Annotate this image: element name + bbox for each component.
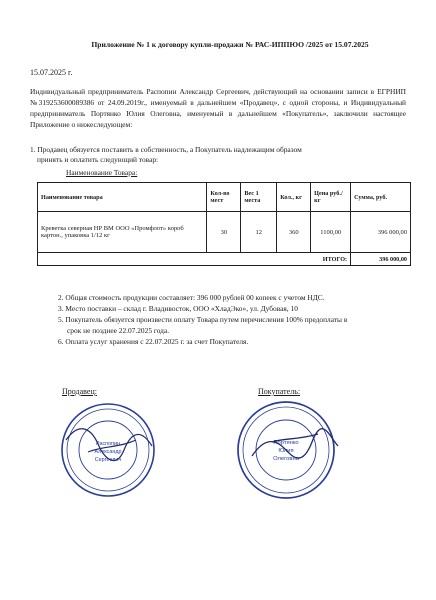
header-sum: Сумма, руб.: [351, 183, 411, 212]
clause-5-line-1: 5. Покупатель обязуется произвести оплату Товара путем перечисления 100% предоплаты в: [58, 315, 348, 324]
total-sum: 396 000,00: [351, 253, 411, 266]
header-qty-places: Кол-во мест: [207, 183, 241, 212]
seller-stamp-line-2: Александр: [94, 449, 122, 455]
clauses-list: [58, 292, 408, 347]
clause-6: 6. Оплата услуг хранения с 22.07.2025 г. за счет Покупателя.: [58, 337, 249, 346]
clause-1-line-2: принять и оплатить следующий товар:: [37, 155, 159, 164]
seller-label: Продавец:: [62, 387, 97, 396]
buyer-stamp-line-1: Портянко: [273, 440, 299, 446]
buyer-stamp: [232, 398, 340, 504]
document-title: Приложение № 1 к договору купли-продажи № РАС-ИППЮО /2025 от 15.07.2025: [91, 40, 369, 49]
clause-1-line-1: 1. Продавец обязуется поставить в собственность, а Покупатель надлежащим образом: [30, 145, 302, 154]
cell-price: 1100,00: [311, 212, 351, 253]
seller-stamp-line-1: Распопин: [96, 441, 120, 447]
cell-places: 30: [207, 212, 241, 253]
table-total-row: [38, 253, 411, 266]
goods-table-title: Наименование Товара:: [66, 168, 138, 177]
clause-3: 3. Место поставки – склад г. Владивосток, ООО «ХладЭко», ул. Дубовая, 10: [58, 304, 298, 313]
header-name: Наименование товара: [38, 183, 207, 212]
cell-name: Креветка северная НР ВМ ООО «Промфлот» короб картон., упаковка 1/12 кг: [38, 212, 207, 253]
cell-weight: 12: [241, 212, 277, 253]
clause-5-line-2: срок не позднее 22.07.2025 года.: [67, 326, 170, 335]
header-qty-kg: Кол., кг: [277, 183, 311, 212]
table-header-row: [38, 183, 411, 212]
intro-paragraph: Индивидуальный предприниматель Распопин Александр Сергеевич, действующий на основании записи в ЕГРНИП №319253600089386 от 24.09.2019г., именуемый в дальнейшем «Продавец», с одной стороны, и Индивидуальный предприниматель Портянко Юлия Олеговна, именуемый в дальнейшем «Покупатель», заключили настоящее Приложение о нижеследующем:: [30, 87, 406, 129]
buyer-stamp-graphic: [232, 398, 340, 504]
total-label: ИТОГО:: [38, 253, 351, 266]
table-row: [38, 212, 411, 253]
seller-stamp: [58, 400, 158, 500]
buyer-label: Покупатель:: [258, 387, 301, 396]
header-price: Цена руб./кг: [311, 183, 351, 212]
seller-stamp-graphic: [58, 400, 158, 500]
goods-table: [37, 182, 411, 266]
cell-kg: 360: [277, 212, 311, 253]
buyer-stamp-line-3: Олеговна: [273, 456, 299, 462]
cell-sum: 396 000,00: [351, 212, 411, 253]
clause-1: [30, 145, 406, 165]
buyer-stamp-line-2: Юлия: [278, 448, 294, 454]
document-date: 15.07.2025 г.: [30, 68, 73, 77]
seller-stamp-line-3: Сергеевич: [94, 457, 122, 463]
clause-2: 2. Общая стоимость продукции составляет: 396 000 рублей 00 копеек с учетом НДС.: [58, 293, 325, 302]
header-weight-per-place: Вес 1 места: [241, 183, 277, 212]
